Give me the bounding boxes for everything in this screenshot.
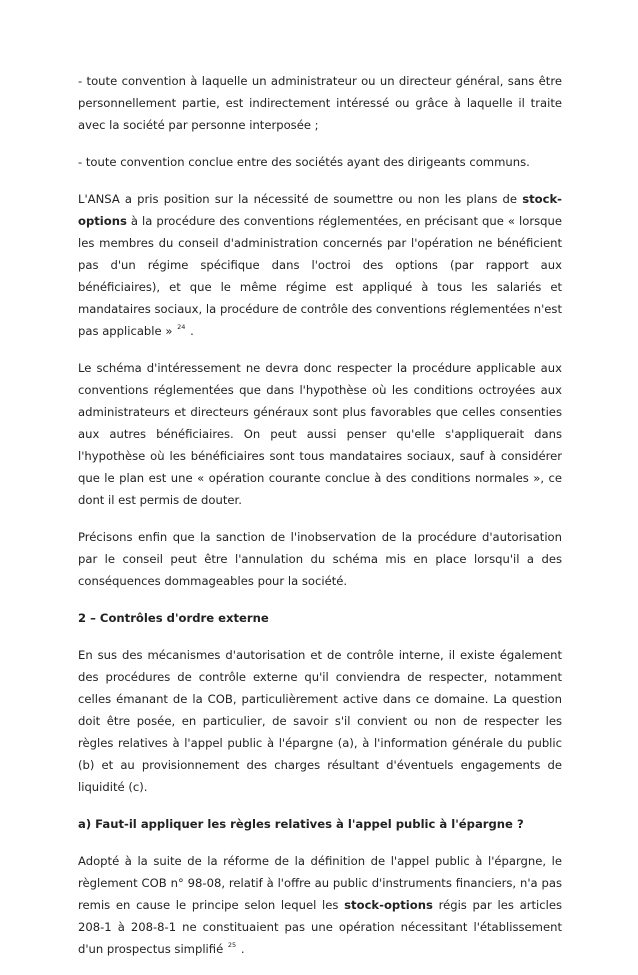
bold-term-stock-options: stock-options bbox=[344, 898, 433, 912]
paragraph-controle-externe: En sus des mécanismes d'autorisation et de contrôle interne, il existe également des procédures de contrôle externe qu'il conviendra de respecter, notamment celles émanant de la COB, particulièrement active dans ce domaine. La question doit être posée, en particulier, de savoir s'il convient ou non de respecter les règles relatives à l'appel public à l'épargne (a), à l'information générale du public (b) et au provisionnement des charges résultant d'éventuels engagements de liquidité (c). bbox=[78, 648, 562, 794]
section-heading-controles-externes: 2 – Contrôles d'ordre externe bbox=[78, 611, 269, 625]
paragraph-dirigeants-communs: - toute convention conclue entre des sociétés ayant des dirigeants communs. bbox=[78, 155, 530, 169]
text-segment: . bbox=[190, 324, 194, 338]
text-segment: L'ANSA a pris position sur la nécessité de soumettre ou non les plans de bbox=[78, 192, 523, 206]
footnote-reference[interactable]: 25 bbox=[227, 941, 237, 949]
footnote-reference[interactable]: 24 bbox=[177, 323, 186, 331]
text-segment: à la procédure des conventions réglementées, en précisant que « lorsque les membres du conseil d'administration concernés par l'opération ne bénéficient pas d'un régime spécifique dans l'octroi des options (par rapport aux bénéficiaires), et que le même régime est appliqué à tous les salariés et mandataires sociaux, la procédure de contrôle des conventions réglementées n'est pas applicable » bbox=[78, 214, 562, 338]
text-segment: Adopté à la suite de la réforme de la définition de l'appel public à l'épargne, le règlement COB n° 98-08, relatif à l'offre au public d'instruments financiers, n'a pas remis en cause le principe selon lequel les bbox=[78, 854, 562, 912]
text-segment: . bbox=[240, 942, 245, 956]
text-segment: régis par les articles 208-1 à 208-8-1 ne constituaient pas une opération nécessitant l'établissement d'un prospectus simplifié bbox=[78, 898, 562, 956]
paragraph-sanction: Précisons enfin que la sanction de l'inobservation de la procédure d'autorisation par le conseil peut être l'annulation du schéma mis en place lorsqu'il a des conséquences dommageables pour la société. bbox=[78, 530, 562, 588]
document-page bbox=[78, 70, 562, 975]
paragraph-schema-interessement: Le schéma d'intéressement ne devra donc respecter la procédure applicable aux conventions réglementées que dans l'hypothèse où les conditions octroyées aux administrateurs et directeurs généraux sont plus favorables que celles consenties aux autres bénéficiaires. On peut aussi penser qu'elle s'appliquerait dans l'hypothèse où les bénéficiaires sont tous mandataires sociaux, sauf à considérer que le plan est une « opération courante conclue à des conditions normales », ce dont il est permis de douter. bbox=[78, 361, 562, 507]
paragraph-reglement-cob bbox=[78, 850, 562, 960]
paragraph-ansa-position bbox=[78, 188, 562, 342]
subsection-heading-appel-public: a) Faut-il appliquer les règles relatives à l'appel public à l'épargne ? bbox=[78, 817, 524, 831]
bold-term-stock-options: stock-options bbox=[78, 192, 562, 228]
paragraph-convention-interposee: - toute convention à laquelle un administrateur ou un directeur général, sans être personnellement partie, est indirectement intéressé ou grâce à laquelle il traite avec la société par personne interposée ; bbox=[78, 74, 562, 132]
